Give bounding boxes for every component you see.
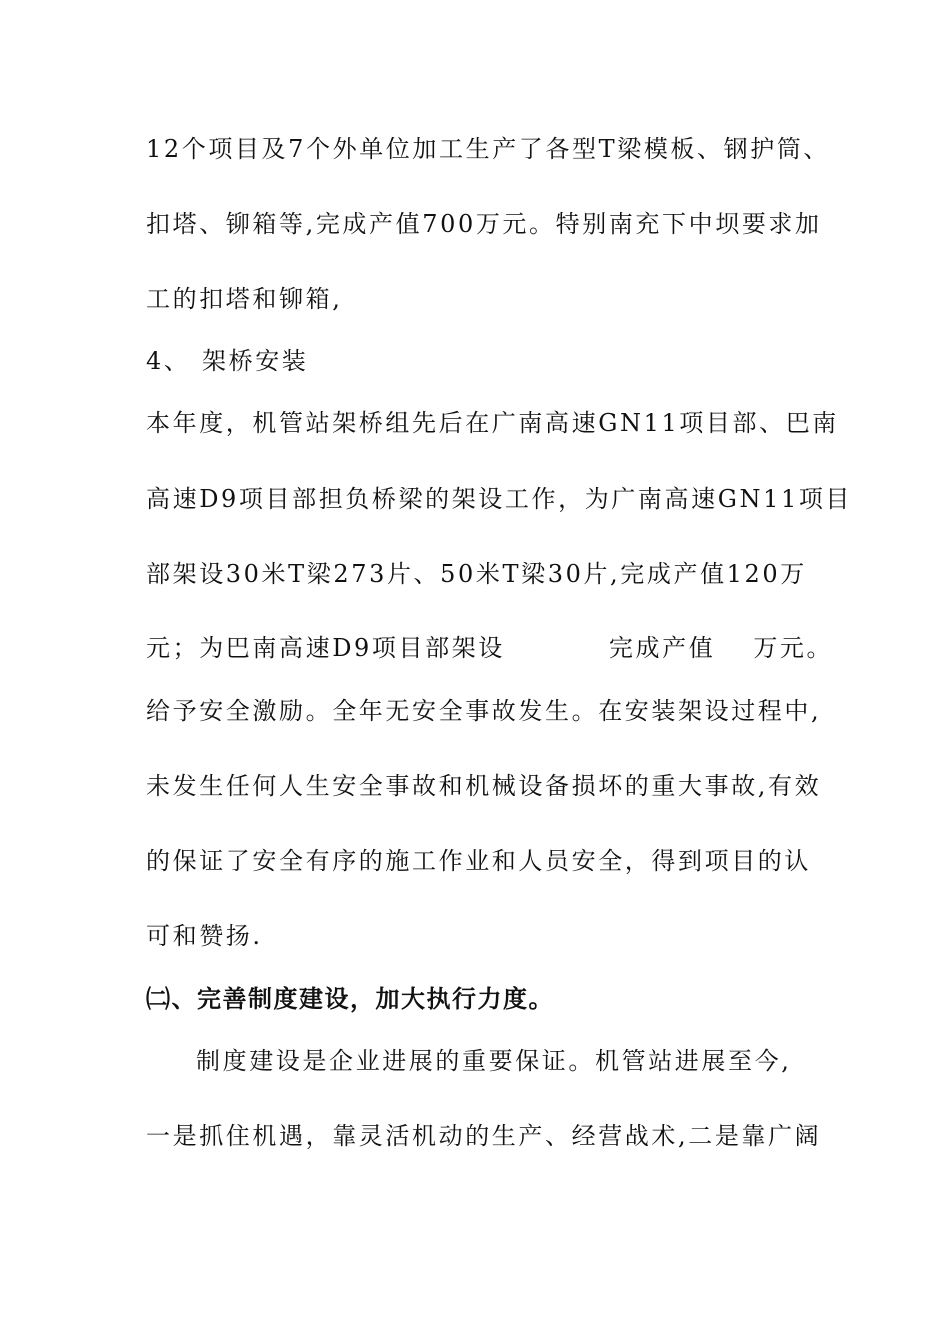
section-4-heading [146,345,816,377]
line-part-1: 元；为巴南高速D9项目部架设 [146,634,505,662]
section-4-title: 架桥安装 [202,347,309,375]
section-4-line-5: 给予安全激励。全年无安全事故发生。在安装架设过程中, [146,697,822,725]
section-4-line-6: 未发生任何人生安全事故和机械设备损坏的重大事故,有效 [146,772,822,800]
section-2-line-2: 一是抓住机遇，靠灵活机动的生产、经营战术,二是靠广阔 [146,1122,822,1150]
paragraph-line-2: 扣塔、铆箱等,完成产值700万元。特别南充下中坝要求加 [146,210,822,238]
line-part-3: 万元。 [753,634,834,662]
section-4-line-3: 部架设30米T梁273片、50米T梁30片,完成产值120万 [146,560,807,588]
paragraph-line-3: 工的扣塔和铆箱, [146,285,343,313]
section-4-line-2: 高速D9项目部担负桥梁的架设工作，为广南高速GN11项目 [146,485,853,513]
section-4-line-1: 本年度，机管站架桥组先后在广南高速GN11项目部、巴南 [146,409,839,437]
line-part-2: 完成产值 [608,634,716,662]
paragraph-line-1: 12个项目及7个外单位加工生产了各型T梁模板、钢护筒、 [146,135,831,163]
section-4-line-8: 可和赞扬. [146,922,263,950]
section-4-number: 4、 [146,347,191,375]
section-2-heading: ㈡、完善制度建设，加大执行力度。 [146,984,554,1013]
section-4-line-4 [146,632,834,664]
section-4-line-7: 的保证了安全有序的施工作业和人员安全，得到项目的认 [146,847,811,875]
section-2-line-1: 制度建设是企业进展的重要保证。机管站进展至今, [196,1047,792,1075]
